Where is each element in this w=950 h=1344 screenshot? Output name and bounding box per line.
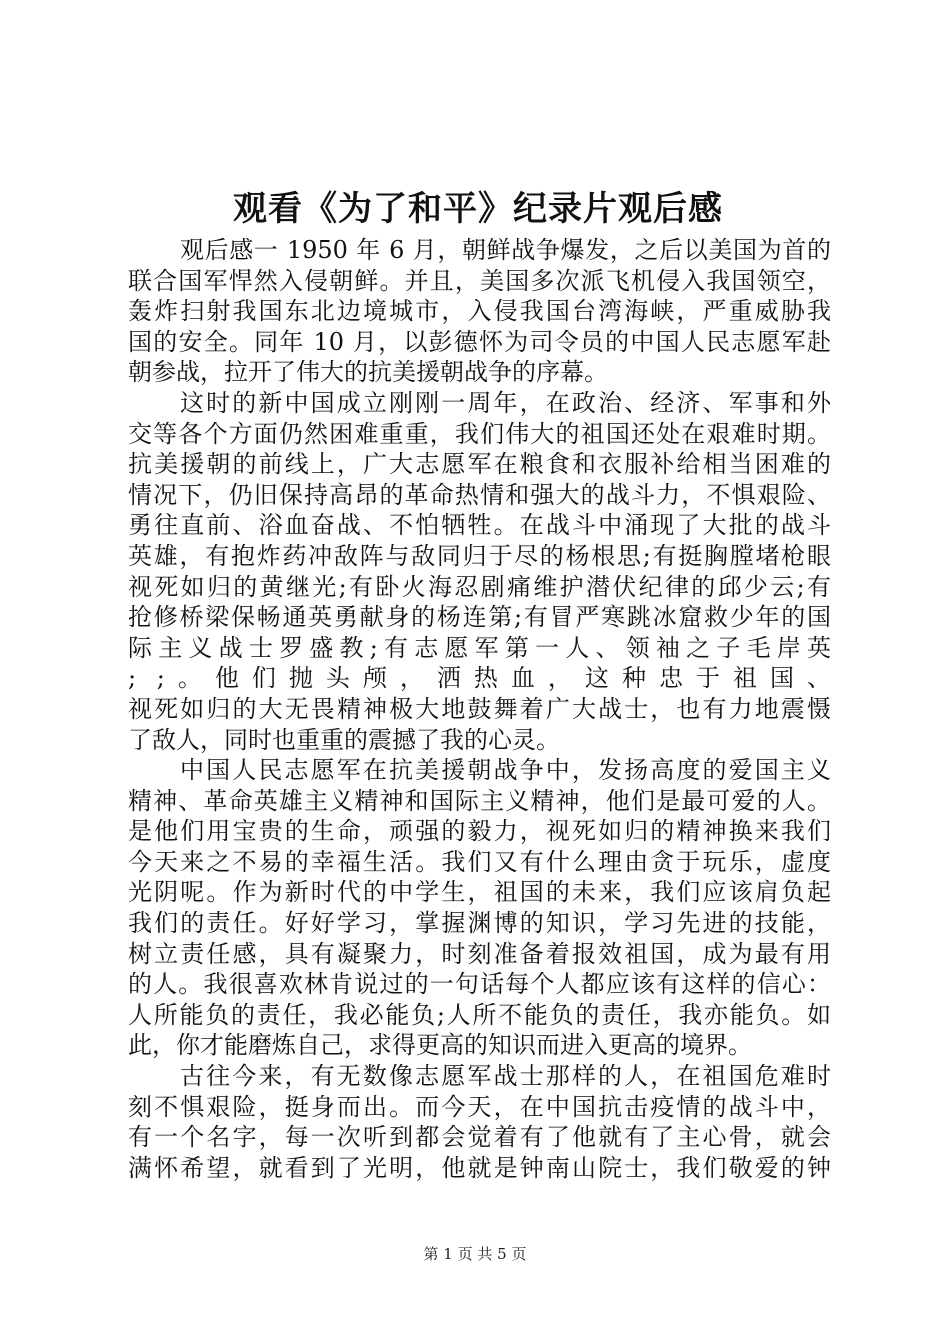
paragraph-2-line-5: 勇往直前、浴血奋战、不怕牺牲。在战斗中涌现了大批的战斗 [128,511,831,540]
paragraph-2-line-4: 情况下，仍旧保持高昂的革命热情和强大的战斗力，不惧艰险、 [128,480,831,509]
paragraph-3-line-3: 是他们用宝贵的生命，顽强的毅力，视死如归的精神换来我们 [128,817,831,846]
paragraph-4-line-4: 满怀希望，就看到了光明，他就是钟南山院士，我们敬爱的钟 [128,1153,831,1182]
paragraph-3-line-1: 中国人民志愿军在抗美援朝战争中，发扬高度的爱国主义 [180,756,831,785]
paragraph-2-line-8: 抢修桥梁保畅通英勇献身的杨连第;有冒严寒跳冰窟救少年的国 [128,603,831,632]
paragraph-1-line-1: 观后感一 1950 年 6 月，朝鲜战争爆发，之后以美国为首的 [180,236,831,264]
paragraph-2-line-1: 这时的新中国成立刚刚一周年，在政治、经济、军事和外 [180,388,831,417]
paragraph-2-line-9: 际主义战士罗盛教;有志愿军第一人、领袖之子毛岸英 [128,633,831,662]
document-title: 观看《为了和平》纪录片观后感 [233,189,723,229]
paragraph-3-line-10: 此，你才能磨炼自己，求得更高的知识而进入更高的境界。 [128,1031,752,1060]
paragraph-2-line-6: 英雄，有抱炸药冲敌阵与敌同归于尽的杨根思;有挺胸膛堵枪眼 [128,541,831,570]
document-body [128,235,831,1183]
paragraph-2-line-10: ; ;。他们抛头颅，洒热血，这种忠于祖国、 [128,664,831,693]
paragraph-3-line-8: 的人。我很喜欢林肯说过的一句话每个人都应该有这样的信心： [128,970,831,999]
paragraph-2-line-7: 视死如归的黄继光;有卧火海忍剧痛维护潜伏纪律的邱少云;有 [128,572,831,601]
paragraph-1-line-4: 国的安全。同年 10 月，以彭德怀为司令员的中国人民志愿军赴 [128,327,831,356]
paragraph-4-line-2: 刻不惧艰险，挺身而出。而今天，在中国抗击疫情的战斗中， [128,1092,831,1121]
paragraph-4-line-3: 有一个名字，每一次听到都会觉着有了他就有了主心骨，就会 [128,1123,831,1152]
paragraph-2-line-3: 抗美援朝的前线上，广大志愿军在粮食和衣服补给相当困难的 [128,450,831,479]
paragraph-2-line-11: 视死如归的大无畏精神极大地鼓舞着广大战士，也有力地震慑 [128,694,831,723]
paragraph-4-line-1: 古往今来，有无数像志愿军战士那样的人，在祖国危难时 [180,1062,831,1091]
paragraph-3-line-4: 今天来之不易的幸福生活。我们又有什么理由贪于玩乐，虚度 [128,847,831,876]
page-footer: 第 1 页 共 5 页 [423,1245,527,1263]
paragraph-1-line-5: 朝参战，拉开了伟大的抗美援朝战争的序幕。 [128,358,608,387]
paragraph-2-line-2: 交等各个方面仍然困难重重，我们伟大的祖国还处在艰难时期。 [128,419,831,448]
paragraph-3-line-2: 精神、革命英雄主义精神和国际主义精神，他们是最可爱的人。 [128,786,831,815]
paragraph-1-line-3: 轰炸扫射我国东北边境城市，入侵我国台湾海峡，严重威胁我 [128,297,831,326]
paragraph-3-line-7: 树立责任感，具有凝聚力，时刻准备着报效祖国，成为最有用 [128,939,831,968]
paragraph-3-line-9: 人所能负的责任，我必能负;人所不能负的责任，我亦能负。如 [128,1000,831,1029]
paragraph-3-line-5: 光阴呢。作为新时代的中学生，祖国的未来，我们应该肩负起 [128,878,831,907]
paragraph-3-line-6: 我们的责任。好好学习，掌握渊博的知识，学习先进的技能， [128,909,831,938]
paragraph-1-line-2: 联合国军悍然入侵朝鲜。并且，美国多次派飞机侵入我国领空， [128,266,831,295]
paragraph-2-line-12: 了敌人，同时也重重的震撼了我的心灵。 [128,725,560,754]
